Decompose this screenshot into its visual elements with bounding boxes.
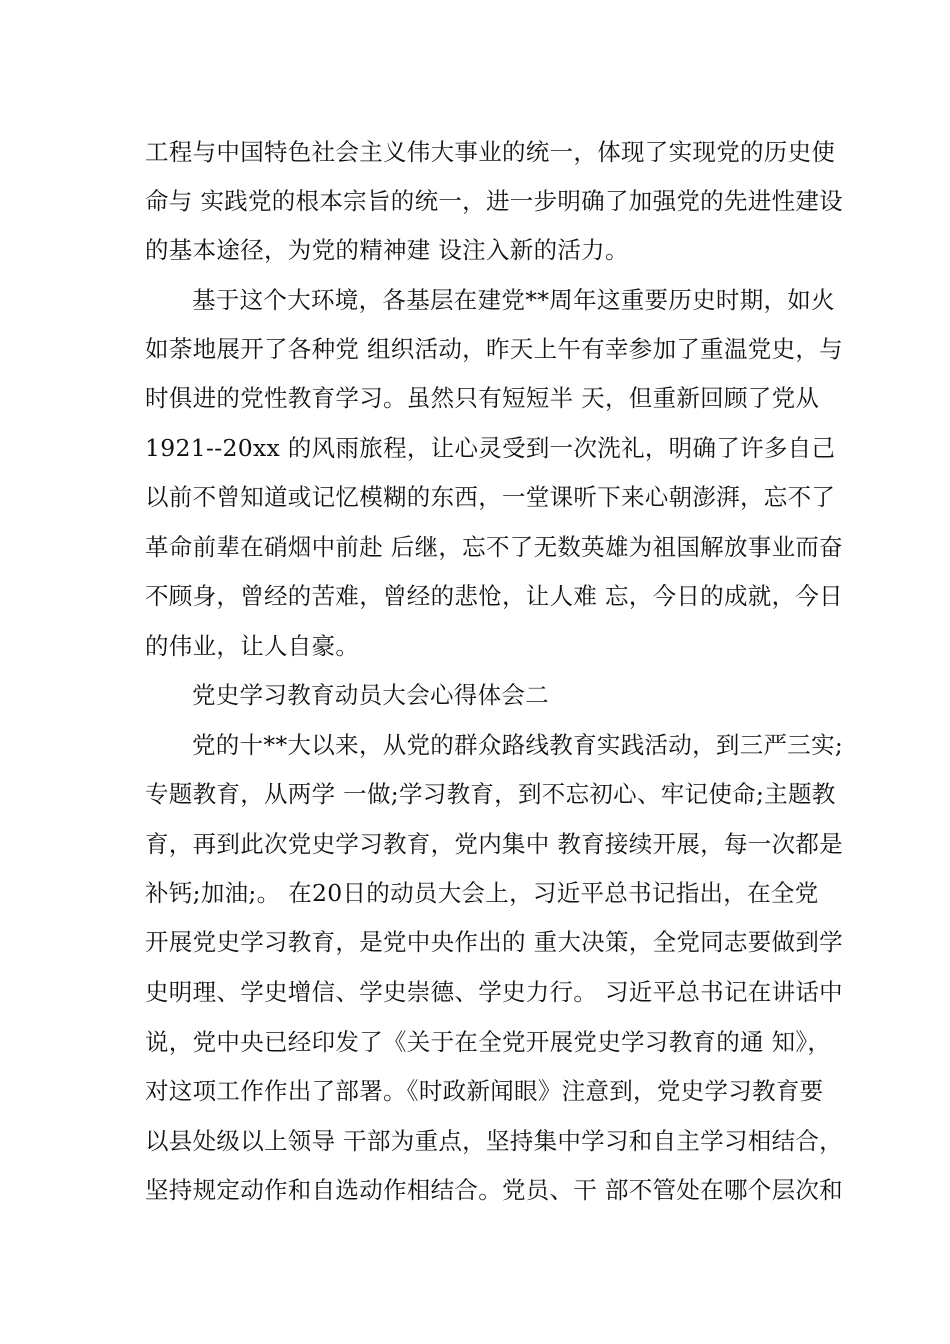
paragraph-first-line: 党的十**大以来，从党的群众路线教育实践活动，到三严三实; bbox=[192, 731, 844, 759]
text-line: 以县处级以上领导 干部为重点，坚持集中学习和自主学习相结合， bbox=[145, 1127, 843, 1155]
text-line: 育，再到此次党史学习教育，党内集中 教育接续开展，每一次都是 bbox=[145, 830, 843, 858]
paragraph-first-line: 基于这个大环境，各基层在建党**周年这重要历史时期，如火 bbox=[192, 286, 835, 314]
text-line: 的伟业，让人自豪。 bbox=[145, 632, 360, 660]
section-heading: 党史学习教育动员大会心得体会二 bbox=[192, 681, 549, 709]
text-line: 对这项工作作出了部署。《时政新闻眼》注意到，党史学习教育要 bbox=[145, 1077, 824, 1105]
text-line: 的基本途径，为党的精神建 设注入新的活力。 bbox=[145, 236, 629, 264]
text-line: 命与 实践党的根本宗旨的统一，进一步明确了加强党的先进性建设 bbox=[145, 187, 843, 215]
text-line: 史明理、学史增信、学史崇德、学史力行。 习近平总书记在讲话中 bbox=[145, 978, 843, 1006]
text-line: 工程与中国特色社会主义伟大事业的统一，体现了实现党的历史使 bbox=[145, 138, 836, 166]
text-line: 补钙;加油;。 在20日的动员大会上，习近平总书记指出，在全党 bbox=[145, 879, 819, 907]
text-line: 革命前辈在硝烟中前赴 后继，忘不了无数英雄为祖国解放事业而奋 bbox=[145, 533, 843, 561]
text-line: 1921--20xx 的风雨旅程，让心灵受到一次洗礼，明确了许多自己 bbox=[145, 434, 836, 462]
text-line: 不顾身，曾经的苦难，曾经的悲怆，让人难 忘，今日的成就，今日 bbox=[145, 582, 843, 610]
text-line: 如荼地展开了各种党 组织活动，昨天上午有幸参加了重温党史，与 bbox=[145, 335, 843, 363]
text-line: 开展党史学习教育，是党中央作出的 重大决策，全党同志要做到学 bbox=[145, 928, 843, 956]
text-line: 说，党中央已经印发了《关于在全党开展党史学习教育的通 知》， bbox=[145, 1028, 832, 1056]
text-line: 时俱进的党性教育学习。虽然只有短短半 天，但重新回顾了党从 bbox=[145, 384, 820, 412]
text-line: 坚持规定动作和自选动作相结合。党员、干 部不管处在哪个层次和 bbox=[145, 1176, 843, 1204]
text-line: 以前不曾知道或记忆模糊的东西，一堂课听下来心朝澎湃，忘不了 bbox=[145, 483, 836, 511]
text-line: 专题教育，从两学 一做;学习教育，到不忘初心、牢记使命;主题教 bbox=[145, 780, 836, 808]
